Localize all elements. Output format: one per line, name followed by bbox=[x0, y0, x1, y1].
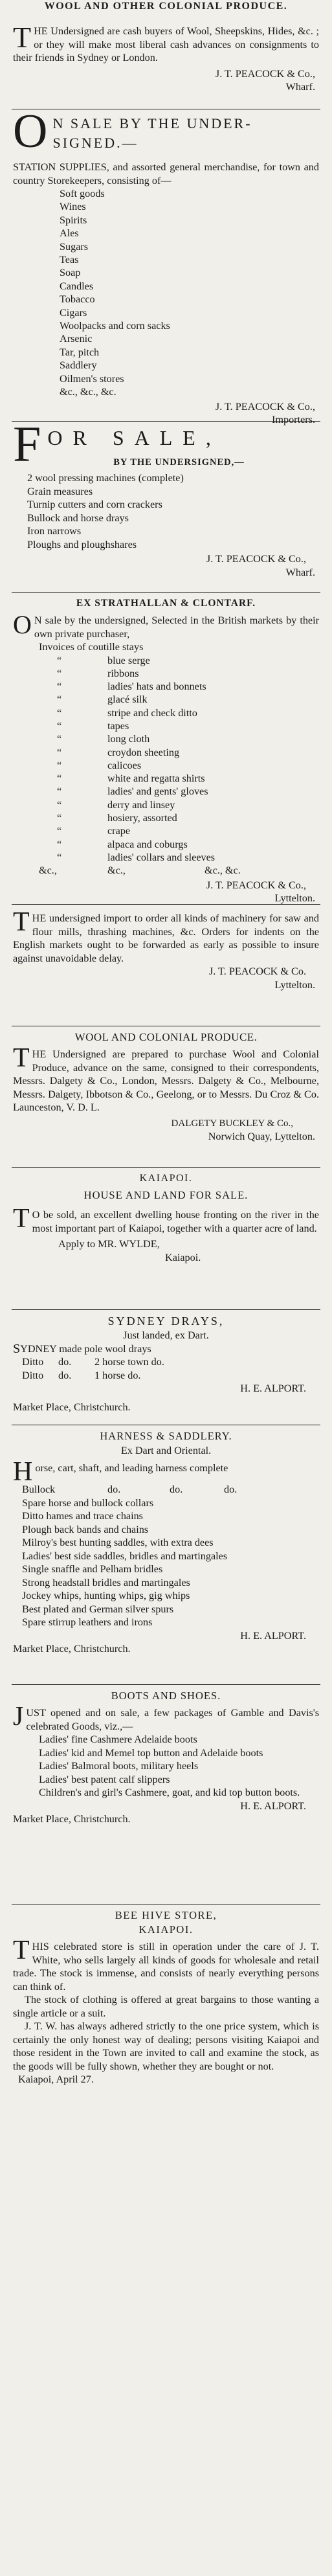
column-rule bbox=[12, 1684, 320, 1685]
list-item: “ tapes bbox=[57, 719, 129, 732]
list-item: “ ladies' collars and sleeves bbox=[57, 851, 216, 863]
ad-on-sale-undersigned bbox=[13, 113, 319, 427]
ad-heading: WOOL AND OTHER COLONIAL PRODUCE. bbox=[44, 1, 288, 12]
ad-subheading: HOUSE AND LAND FOR SALE. bbox=[83, 1189, 249, 1201]
ad-location: Market Place, Christchurch. bbox=[13, 1643, 131, 1655]
ad-date: Kaiapoi, April 27. bbox=[18, 2073, 94, 2085]
apply-to: Apply to MR. WYLDE, bbox=[58, 1238, 160, 1250]
column-rule bbox=[12, 1309, 320, 1310]
invoice-lead: Invoices of coutille stays bbox=[39, 641, 144, 653]
ad-subheading: Ex Dart and Oriental. bbox=[120, 1445, 212, 1456]
item-list bbox=[13, 654, 319, 877]
ad-kaiapoi-house-land bbox=[13, 1172, 319, 1264]
list-item: “ hosiery, assorted bbox=[57, 812, 177, 824]
list-item: Arsenic bbox=[60, 333, 93, 345]
ad-heading: F OR SALE, bbox=[13, 425, 221, 464]
list-item: Candles bbox=[60, 280, 94, 292]
drop-cap: O bbox=[13, 610, 32, 639]
list-item: “ croydon sheeting bbox=[57, 746, 180, 758]
ad-sydney-drays bbox=[13, 1315, 319, 1414]
drop-cap: J bbox=[13, 1702, 24, 1732]
ad-body: THE undersigned import to order all kinds of machinery for saw and flour mills, thrashing machines, &c. Orders for indents on the English markets ought to be forwarded as early as possible to insure against unavoidable delay. bbox=[13, 907, 319, 964]
list-item: Cigars bbox=[60, 306, 87, 319]
ad-location: Importers. bbox=[272, 414, 315, 425]
drop-cap: T bbox=[13, 1936, 30, 1965]
ad-signature: H. E. ALPORT. bbox=[240, 1800, 306, 1812]
list-item: Ditto do. 1 horse do. bbox=[22, 1369, 141, 1381]
drop-cap: T bbox=[13, 1204, 30, 1234]
ad-location: Wharf. bbox=[285, 566, 315, 578]
list-item: Teas bbox=[60, 254, 79, 266]
ad-body bbox=[13, 1342, 319, 1383]
ad-body: THIS celebrated store is still in operation under the care of J. T. White, who sells largely all kinds of goods for wholesale and retail trade. The stock is immense, and consists of nearly everything persons can think of. bbox=[13, 1936, 319, 1993]
list-item: Single snaffle and Pelham bridles bbox=[22, 1563, 163, 1576]
ad-location: Market Place, Christchurch. bbox=[13, 1401, 131, 1413]
ad-paragraph: J. T. W. has always adhered strictly to the one price system, which is certainly the only honest way of dealing; persons visiting Kaiapoi and those resident in the Town are invited to call and examine the stock, as the goods will be fully shown, whether they are bought or not. bbox=[13, 2020, 319, 2072]
list-item: Plough back bands and chains bbox=[22, 1523, 149, 1535]
list-item: “ blue serge bbox=[57, 654, 150, 666]
list-item: Ladies' best side saddles, bridles and martingales bbox=[22, 1550, 228, 1562]
ad-body: JUST opened and on sale, a few packages of Gamble and Davis's celebrated Goods, viz.,— bbox=[13, 1702, 319, 1732]
list-item: Spirits bbox=[60, 214, 87, 226]
item-list bbox=[13, 1497, 319, 1629]
drop-cap: T bbox=[13, 907, 30, 937]
list-item: &c., &c., &c. bbox=[60, 386, 116, 398]
list-item: Bullock and horse drays bbox=[27, 512, 129, 524]
ad-harness-saddlery bbox=[13, 1430, 319, 1656]
list-item: Spare stirrup leathers and irons bbox=[22, 1616, 153, 1629]
column-rule bbox=[12, 904, 320, 905]
ad-location: Wharf. bbox=[285, 81, 315, 93]
ad-body: T O be sold, an excellent dwelling house fronting on the river in the most important part of Kaiapoi, together with a quarter acre of land. bbox=[13, 1204, 319, 1234]
item-list bbox=[13, 187, 319, 399]
list-item: 2 wool pressing machines (complete) bbox=[27, 472, 184, 484]
ad-heading: SYDNEY DRAYS, bbox=[107, 1315, 225, 1328]
list-item: “ ribbons bbox=[57, 667, 139, 679]
list-item: Best plated and German silver spurs bbox=[22, 1603, 174, 1615]
list-item: Ladies' best patent calf slippers bbox=[39, 1773, 170, 1785]
list-item: Tobacco bbox=[60, 293, 95, 306]
list-item: Ladies' fine Cashmere Adelaide boots bbox=[39, 1734, 197, 1745]
list-item: “ derry and linsey bbox=[57, 798, 175, 811]
ad-subheading: BY THE UNDERSIGNED,— bbox=[113, 457, 245, 468]
ad-location: Norwich Quay, Lyttelton. bbox=[208, 1131, 315, 1142]
drop-cap: O bbox=[13, 113, 48, 153]
list-item: Grain measures bbox=[27, 485, 93, 497]
list-item: Saddlery bbox=[60, 359, 97, 372]
list-item: “ crape bbox=[57, 825, 131, 837]
ad-signature: J. T. PEACOCK & Co. bbox=[208, 966, 306, 977]
list-item: S YDNEY made pole wool drays bbox=[13, 1341, 151, 1356]
ad-signature: H. E. ALPORT. bbox=[240, 1383, 306, 1394]
ad-body: THE Undersigned are prepared to purchase Wool and Colonial Produce, advance on the same, consigned to their correspondents, Messrs. Dalgety & Co., London, Messrs. Dalgety & Co., Melbourne, Messrs. Dalgety, Ibbotson & Co., Geelong, or to Messrs. Du Croz & Co. Launceston, V. D. L. bbox=[13, 1043, 319, 1113]
drop-cap: S bbox=[13, 1341, 21, 1356]
list-item: “ stripe and check ditto bbox=[57, 706, 197, 719]
ad-signature: DALGETY BUCKLEY & Co., bbox=[171, 1118, 293, 1129]
column-rule bbox=[12, 592, 320, 593]
ad-bee-hive-store bbox=[13, 1909, 319, 2086]
list-item: Sugars bbox=[60, 240, 89, 253]
list-item: Tar, pitch bbox=[60, 346, 100, 358]
ad-location: Kaiapoi. bbox=[165, 1251, 201, 1263]
ad-subheading: KAIAPOI. bbox=[138, 1923, 194, 1936]
list-item: Ladies' kid and Memel top button and Adelaide boots bbox=[39, 1746, 263, 1759]
drop-cap: H bbox=[13, 1456, 33, 1487]
list-item: “ glacé silk bbox=[57, 694, 148, 706]
list-item: Ales bbox=[60, 227, 79, 240]
list-item: Bullock do. do. do. bbox=[22, 1484, 238, 1496]
column-rule bbox=[12, 421, 320, 422]
ad-dalgety-wool-produce bbox=[13, 1031, 319, 1144]
list-item: “ calicoes bbox=[57, 759, 142, 771]
item-list bbox=[13, 1733, 319, 1800]
list-item: Milroy's best hunting saddles, with extra dees bbox=[22, 1537, 214, 1549]
drop-cap: T bbox=[13, 21, 32, 54]
list-item: “ white and regatta shirts bbox=[57, 773, 205, 785]
ad-signature: J. T. PEACOCK & Co., bbox=[206, 553, 306, 565]
list-item: Woolpacks and corn sacks bbox=[60, 320, 170, 332]
item-list bbox=[13, 471, 319, 551]
ad-signature: J. T. PEACOCK & Co., bbox=[215, 67, 315, 80]
ad-body: STATION SUPPLIES, and assorted general merchandise, for town and country Storekeepers, consisting of— bbox=[13, 161, 319, 186]
list-item: Strong headstall bridles and martingales bbox=[22, 1576, 190, 1588]
ad-body: O N sale by the undersigned, Selected in the British markets by their own private purchaser, bbox=[13, 610, 319, 640]
ad-location: Market Place, Christchurch. bbox=[13, 1813, 131, 1825]
ad-heading: EX STRATHALLAN & CLONTARF. bbox=[76, 598, 256, 609]
ad-location: Lyttelton. bbox=[274, 892, 315, 905]
list-item: Spare horse and bullock collars bbox=[22, 1497, 154, 1509]
ad-body: Horse, cart, shaft, and leading harness complete bbox=[13, 1456, 228, 1487]
list-item: Oilmen's stores bbox=[60, 372, 124, 385]
list-item: Turnip cutters and corn crackers bbox=[27, 499, 162, 510]
list-item: Iron narrows bbox=[27, 525, 82, 537]
ad-for-sale bbox=[13, 425, 319, 579]
ad-heading: WOOL AND COLONIAL PRODUCE. bbox=[74, 1031, 258, 1043]
ad-machinery-import bbox=[13, 907, 319, 991]
ad-body: THE Undersigned are cash buyers of Wool, Sheepskins, Hides, &c. ; or they will make most liberal cash advances on consignments to their friends in Sydney or London. bbox=[13, 21, 319, 63]
ad-heading: HARNESS & SADDLERY. bbox=[100, 1430, 232, 1442]
ad-heading: BOOTS AND SHOES. bbox=[111, 1689, 221, 1702]
ad-boots-shoes bbox=[13, 1689, 319, 1826]
ad-location: Lyttelton. bbox=[274, 978, 315, 991]
list-item-etc: &c., &c., &c., &c. bbox=[39, 864, 241, 877]
list-item: Soft goods bbox=[60, 188, 105, 199]
ad-signature: H. E. ALPORT. bbox=[240, 1629, 306, 1642]
list-item: “ alpaca and coburgs bbox=[57, 838, 188, 850]
list-item: Ditto do. 2 horse town do. bbox=[22, 1356, 164, 1368]
list-item: Ploughs and ploughshares bbox=[27, 538, 137, 550]
ad-heading: O N SALE BY THE UNDER- SIGNED.— bbox=[13, 113, 252, 153]
ad-wool-colonial-produce bbox=[13, 0, 319, 94]
ad-signature: J. T. PEACOCK & Co., bbox=[206, 879, 306, 891]
drop-cap: T bbox=[13, 1043, 30, 1073]
ad-signature: J. T. PEACOCK & Co., bbox=[215, 400, 315, 412]
list-item: Children's and girl's Cashmere, goat, and kid top button boots. bbox=[39, 1787, 300, 1798]
ad-heading: KAIAPOI. bbox=[139, 1173, 193, 1184]
list-item: Ladies' Balmoral boots, military heels bbox=[39, 1760, 199, 1772]
drop-cap: F bbox=[13, 425, 41, 464]
ad-paragraph: The stock of clothing is offered at great bargains to those wanting a single article or a suit. bbox=[13, 1994, 319, 2019]
column-rule bbox=[12, 1167, 320, 1168]
list-item: Soap bbox=[60, 267, 81, 279]
list-item: Jockey whips, hunting whips, gig whips bbox=[22, 1590, 190, 1602]
ad-ex-strathallan-clontarf bbox=[13, 597, 319, 905]
list-item: “ ladies' hats and bonnets bbox=[57, 681, 206, 693]
ad-heading: BEE HIVE STORE, bbox=[115, 1909, 217, 1921]
list-item: “ ladies' and gents' gloves bbox=[57, 785, 208, 798]
list-item: Ditto hames and trace chains bbox=[22, 1510, 143, 1522]
list-item: Wines bbox=[60, 201, 86, 213]
ad-subheading: Just landed, ex Dart. bbox=[123, 1329, 209, 1341]
list-item: “ long cloth bbox=[57, 733, 150, 745]
